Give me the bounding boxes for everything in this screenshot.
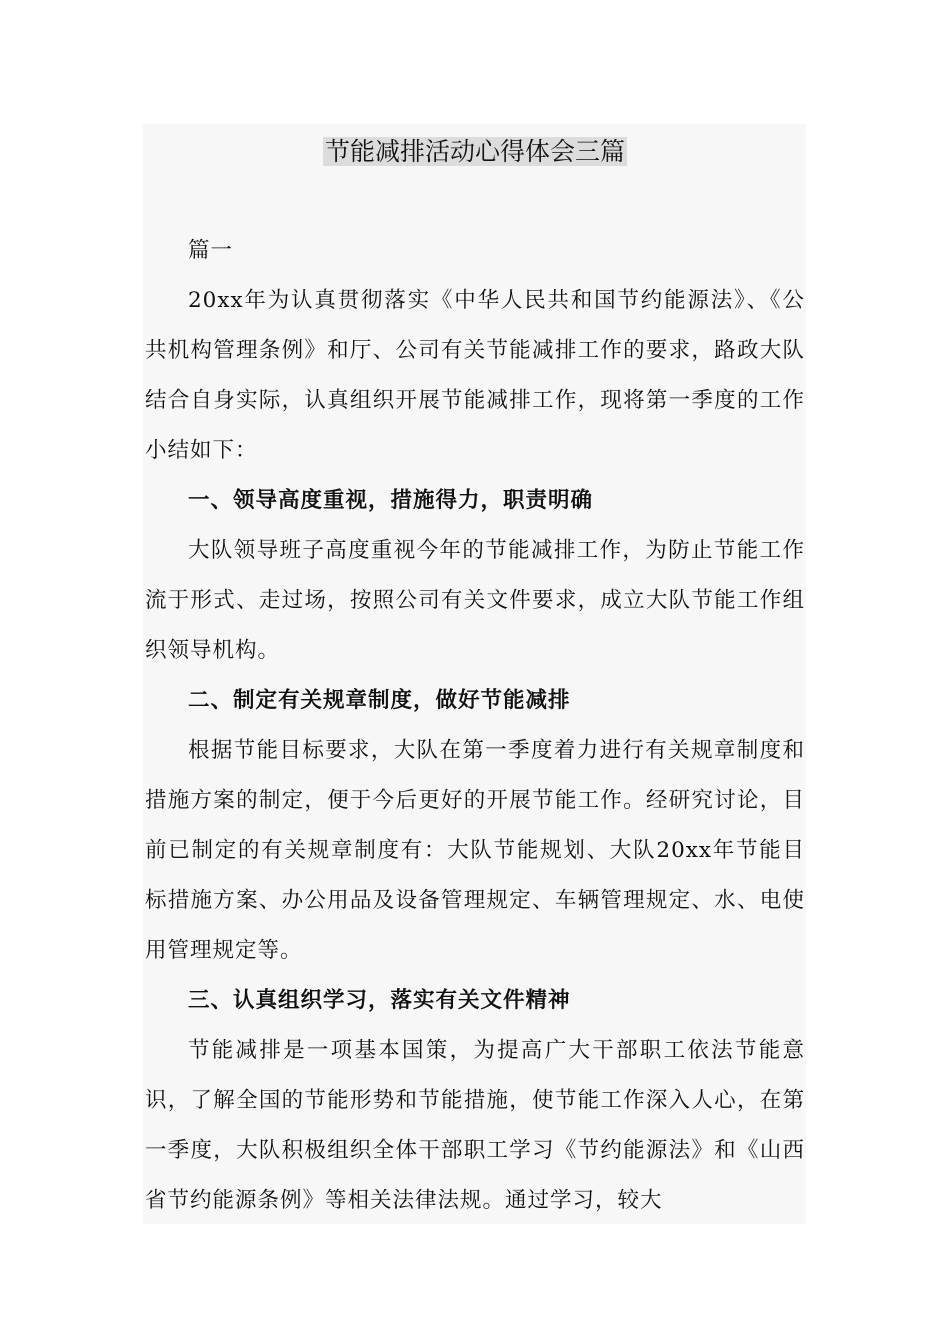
body-paragraph-3: 节能减排是一项基本国策，为提高广大干部职工依法节能意识，了解全国的节能形势和节能措施，使节能工作深入人心，在第一季度，大队积极组织全体干部职工学习《节约能源法》和《山西省节约能源条例》等相关法律法规。通过学习，较大 — [145, 1038, 805, 1213]
section-label: 篇一 — [188, 238, 234, 263]
body-paragraph-2: 根据节能目标要求，大队在第一季度着力进行有关规章制度和措施方案的制定，便于今后更好的开展节能工作。经研究讨论，目前已制定的有关规章制度有：大队节能规划、大队20xx年节能目标措施方案、办公用品及设备管理规定、车辆管理规定、水、电使用管理规定等。 — [145, 738, 805, 963]
section-heading-2: 二、制定有关规章制度，做好节能减排 — [188, 688, 571, 713]
document-title — [0, 135, 950, 169]
section-heading-1: 一、领导高度重视，措施得力，职责明确 — [188, 488, 594, 513]
document-title-text: 节能减排活动心得体会三篇 — [324, 137, 625, 166]
body-paragraph-1: 大队领导班子高度重视今年的节能减排工作，为防止节能工作流于形式、走过场，按照公司有关文件要求，成立大队节能工作组织领导机构。 — [145, 538, 805, 663]
section-heading-3: 三、认真组织学习，落实有关文件精神 — [188, 988, 571, 1013]
intro-paragraph: 20xx年为认真贯彻落实《中华人民共和国节约能源法》、《公共机构管理条例》和厅、公司有关节能减排工作的要求，路政大队结合自身实际，认真组织开展节能减排工作，现将第一季度的工作小结如下： — [145, 288, 805, 463]
document-body — [145, 226, 805, 1226]
